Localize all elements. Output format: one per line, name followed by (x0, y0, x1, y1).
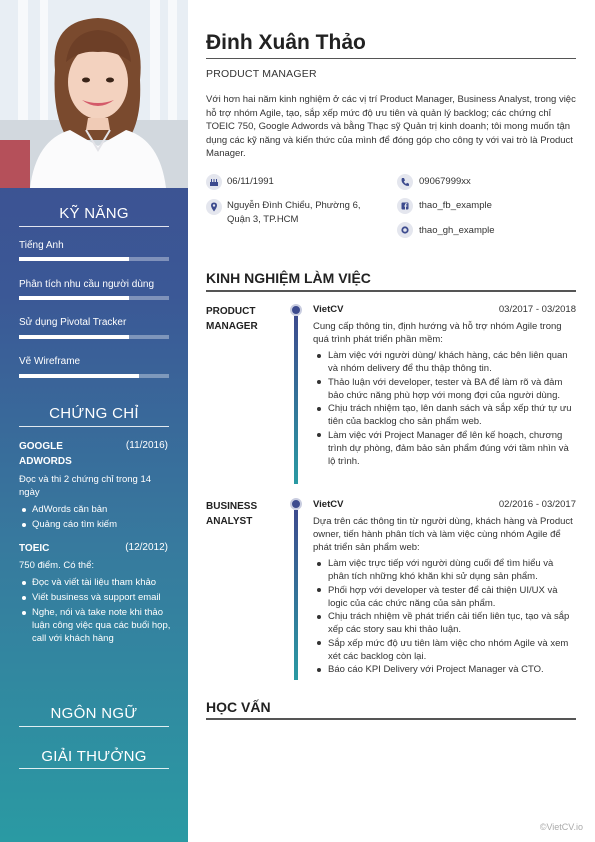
contact-phone[interactable]: 09067999xx (419, 176, 471, 187)
certificate-bullet: AdWords căn bản (19, 503, 171, 516)
job-description: Dựa trên các thông tin từ người dùng, khách hàng và Product owner, tiến hành phân tích và làm việc cùng nhóm Agile để phát triển sản phẩm web: (313, 516, 573, 553)
certificate-bullet: Viết business và support email (19, 591, 171, 604)
skill-label: Tiếng Anh (19, 240, 64, 251)
github-icon (397, 222, 413, 238)
certificates-heading: CHỨNG CHỈ (49, 405, 139, 422)
skill-bar-fill (19, 335, 129, 339)
contact-birthday: 06/11/1991 (227, 176, 274, 187)
timeline-line (294, 316, 298, 484)
sidebar (0, 0, 188, 842)
job-bullet: Chịu trách nhiệm về phát triển cải tiến liên tục, tạo và sắp xếp các story sau khi thảo luận. (313, 610, 577, 636)
skill-label: Phân tích nhu cầu người dùng (19, 279, 155, 290)
name-divider (206, 58, 576, 59)
skill-bar (19, 296, 169, 300)
certificate-name: GOOGLE ADWORDS (19, 441, 72, 467)
certificate-date: (12/2012) (125, 542, 168, 553)
certificate-bullet: Nghe, nói và take note khi thảo luận công việc qua các buổi họp, call với khách hàng (19, 606, 171, 645)
certificate-description: Đọc và thi 2 chứng chỉ trong 14 ngày (19, 474, 152, 498)
contact-github[interactable]: thao_gh_example (419, 225, 495, 236)
candidate-name: Đinh Xuân Thảo (206, 31, 366, 54)
job-bullet: Làm việc với người dùng/ khách hàng, các bên liên quan và nhóm delivery để thu thập thông tin. (313, 349, 577, 375)
timeline-dot (290, 304, 302, 316)
job-bullet: Làm việc với Project Manager để lên kế hoạch, chương trình dự phòng, đảm bảo sản phẩm đúng với tầm nhìn và lộ trình. (313, 429, 577, 468)
footer-brand: ©VietCV.io (539, 822, 583, 832)
job-period: 03/2017 - 03/2018 (498, 304, 576, 315)
certificate-bullet: Quảng cáo tìm kiếm (19, 518, 171, 531)
contact-address: Nguyễn Đình Chiểu, Phường 6, Quận 3, TP.HCM (227, 200, 361, 225)
languages-heading: NGÔN NGỮ (50, 705, 138, 722)
skill-bar (19, 257, 169, 261)
summary: Với hơn hai năm kinh nghiệm ở các vị trí Product Manager, Business Analyst, trong việc hỗ trợ nhóm Agile, tạo, sắp xếp mức độ ưu tiên và quản lý backlog; các chứng chỉ TOEIC 750, Google Adwords và bằng Thạc sỹ Quản trị kinh doanh; tôi mong muốn tận dụng các kỹ năng và kiến thức của mình để đóng góp cho công ty với vai trò là Product Manager. (206, 94, 576, 159)
job-title: PRODUCT MANAGER (206, 68, 317, 80)
job-bullets (313, 349, 577, 468)
profile-photo (0, 0, 188, 188)
job-role: BUSINESS ANALYST (206, 501, 258, 527)
job-bullets (313, 557, 577, 677)
certificate-date: (11/2016) (125, 440, 168, 451)
job-bullet: Phối hợp với developer và tester để cải thiện UI/UX và logic của các chức năng của sản phẩm. (313, 584, 577, 610)
languages-divider (19, 726, 169, 727)
certificate-bullet: Đọc và viết tài liệu tham khảo (19, 576, 171, 589)
certificate-name: TOEIC (19, 543, 50, 554)
job-bullet: Chịu trách nhiệm tạo, lên danh sách và sắp xếp thứ tự ưu tiên của backlog cho sản phẩm web. (313, 402, 577, 428)
job-role: PRODUCT MANAGER (206, 306, 258, 332)
skill-bar-fill (19, 257, 129, 261)
skill-bar-fill (19, 374, 139, 378)
skill-bar (19, 335, 169, 339)
job-bullet: Thảo luận với developer, tester và BA để làm rõ và đảm bảo chức năng phù hợp với mong đợi của người dùng. (313, 376, 577, 402)
cake-icon (206, 174, 222, 190)
skill-label: Sử dụng Pivotal Tracker (19, 317, 127, 328)
map-pin-icon (206, 199, 222, 215)
job-company: VietCV (313, 304, 344, 315)
timeline-dot (290, 498, 302, 510)
job-bullet: Làm việc trực tiếp với người dùng cuối để tìm hiểu và phân tích những khó khăn khi sử dụng sản phẩm. (313, 557, 577, 583)
skills-heading: KỸ NĂNG (59, 205, 129, 222)
skill-bar (19, 374, 169, 378)
experience-divider (206, 290, 576, 292)
awards-divider (19, 768, 169, 769)
facebook-icon (397, 198, 413, 214)
skill-label: Vẽ Wireframe (19, 356, 81, 367)
certificate-bullets (19, 576, 171, 647)
phone-icon (397, 174, 413, 190)
job-period: 02/2016 - 03/2017 (498, 499, 576, 510)
contact-facebook[interactable]: thao_fb_example (419, 200, 492, 211)
certificate-bullets (19, 503, 171, 533)
job-description: Cung cấp thông tin, định hướng và hỗ trợ nhóm Agile trong quá trình phát triển phần mềm: (313, 321, 562, 345)
education-divider (206, 718, 576, 720)
skill-bar-fill (19, 296, 129, 300)
timeline-line (294, 510, 298, 680)
experience-heading: KINH NGHIỆM LÀM VIỆC (206, 270, 371, 286)
certificate-description: 750 điểm. Có thể: (19, 560, 94, 571)
certificates-divider (19, 426, 169, 427)
education-heading: HỌC VẤN (206, 699, 271, 715)
job-bullet: Sắp xếp mức độ ưu tiên làm việc cho nhóm Agile và xem xét các backlog còn lại. (313, 637, 577, 663)
profile-photo-image (0, 0, 188, 188)
skills-divider (19, 226, 169, 227)
job-bullet: Báo cáo KPI Delivery với Project Manager và CTO. (313, 663, 577, 676)
job-company: VietCV (313, 499, 344, 510)
awards-heading: GIẢI THƯỞNG (41, 748, 147, 765)
